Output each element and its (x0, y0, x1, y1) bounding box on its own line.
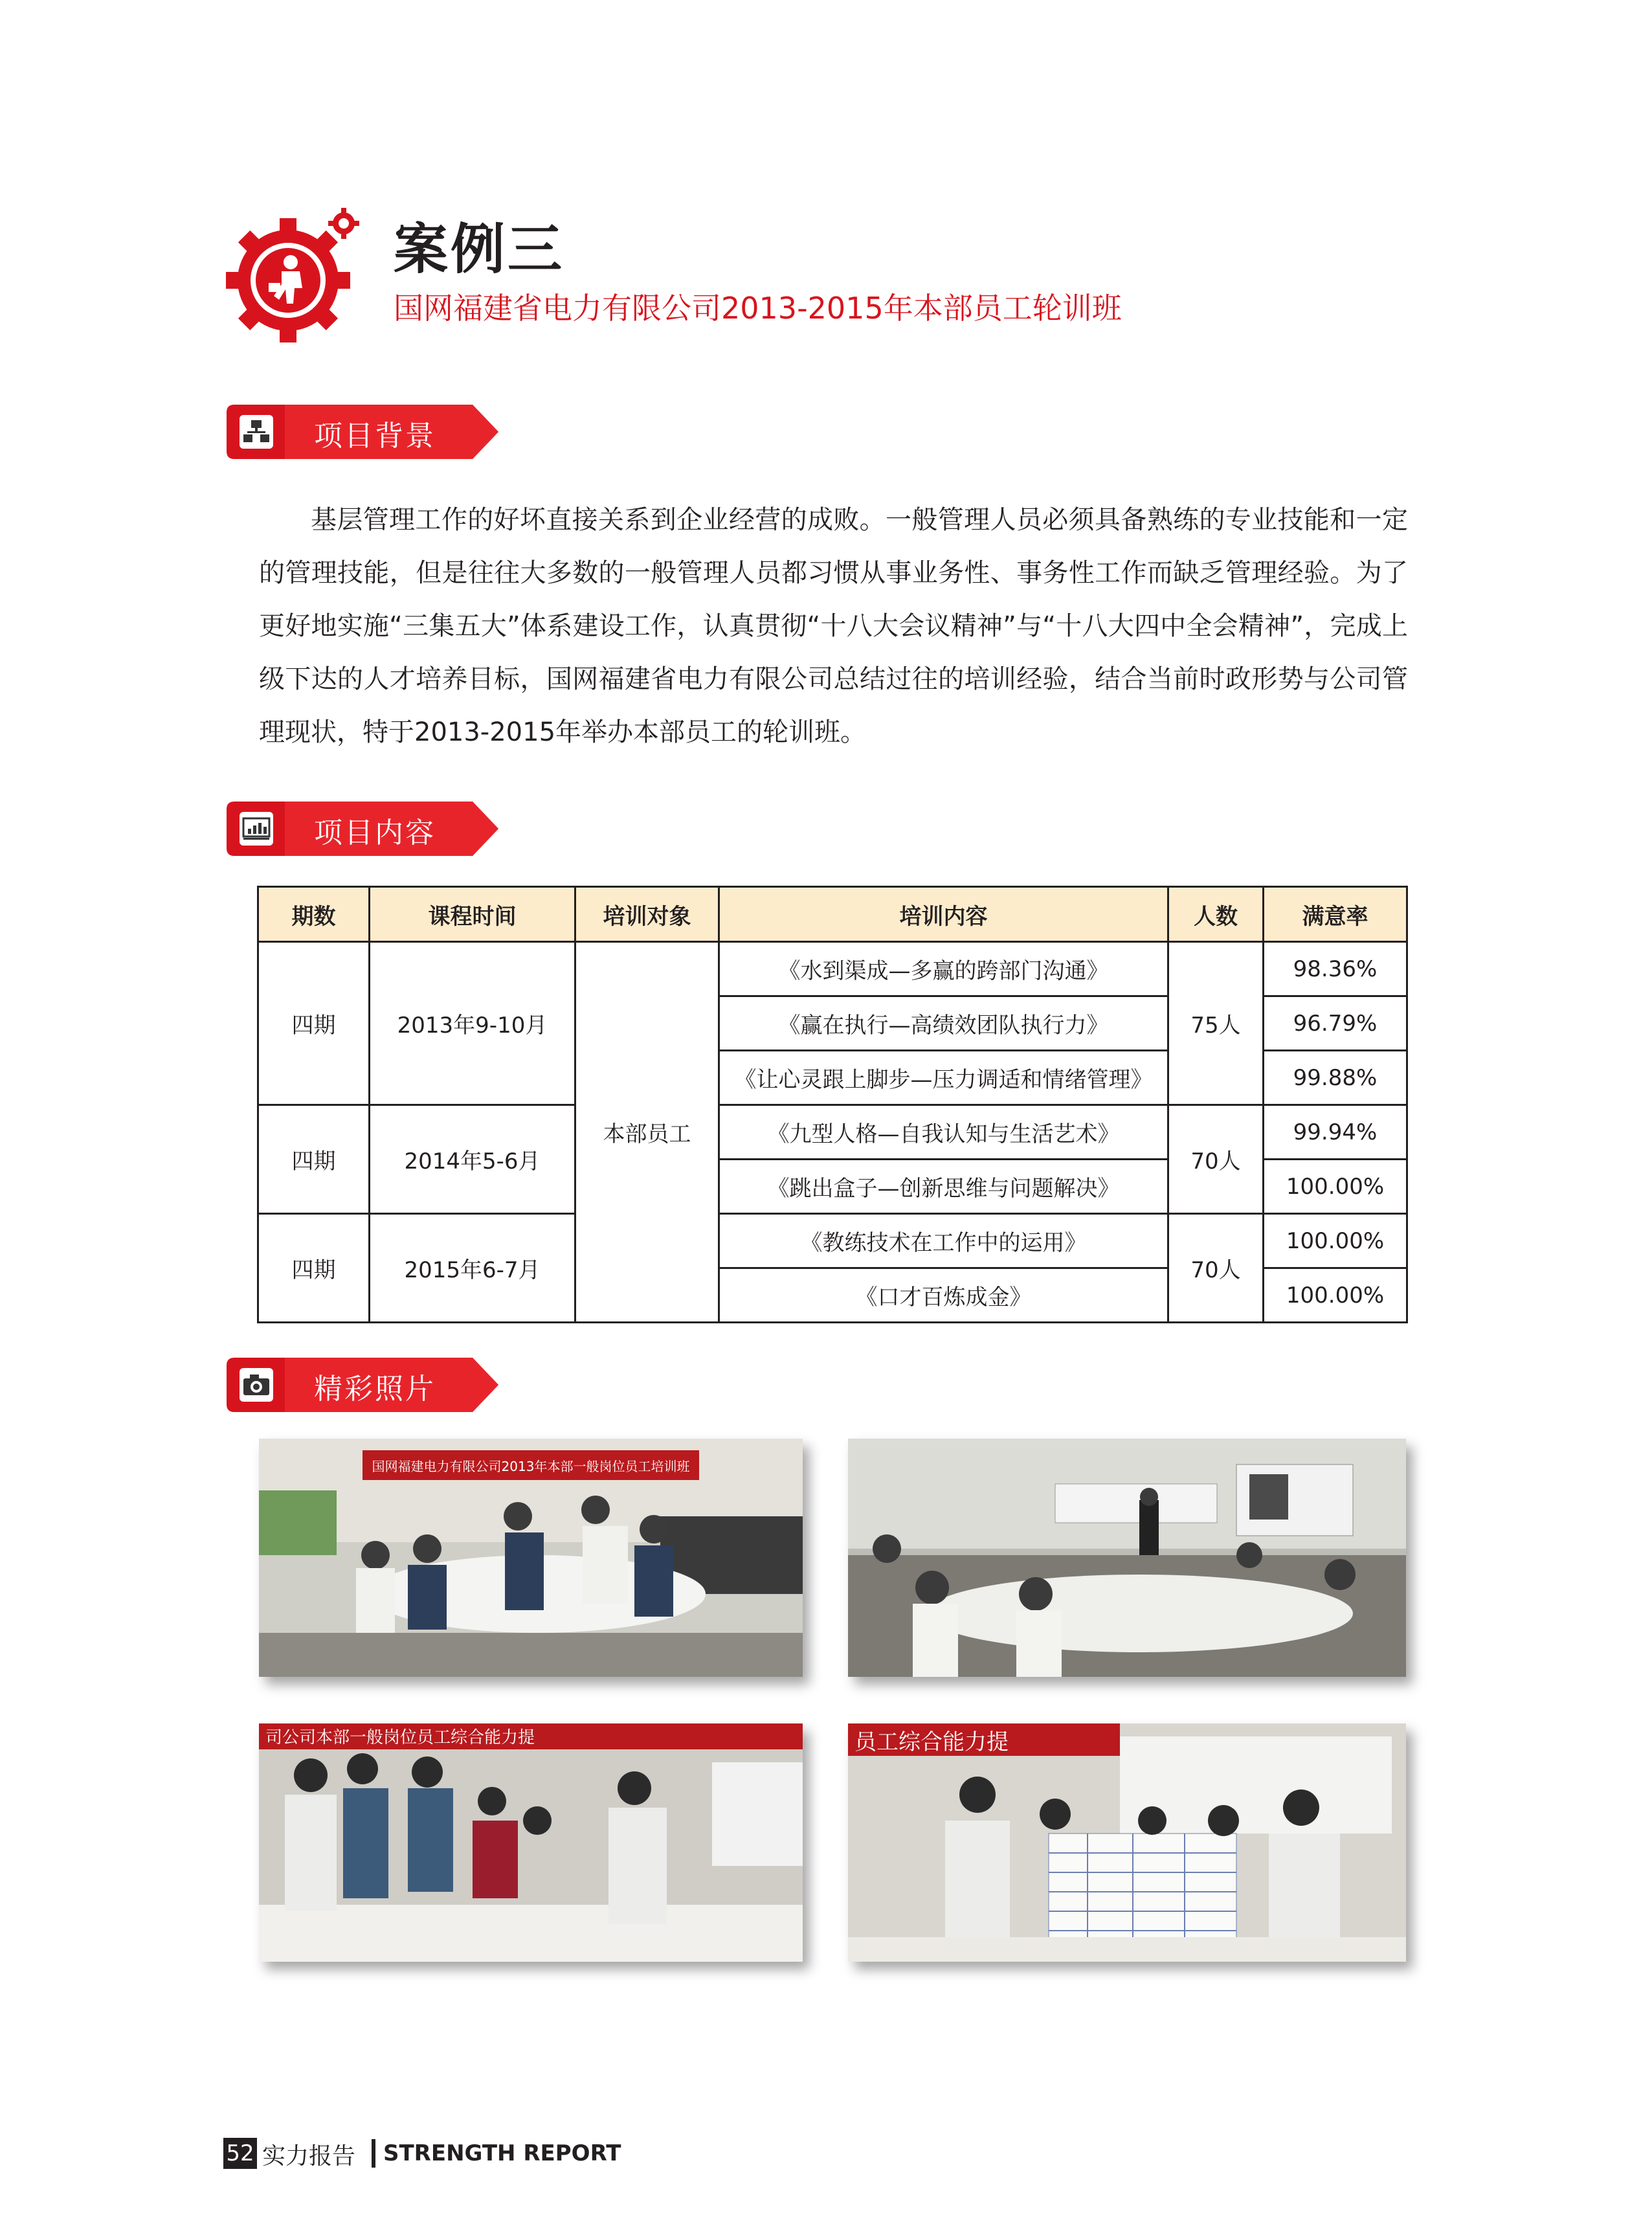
rate-cell: 100.00% (1264, 1160, 1407, 1214)
presentation-chart-icon (240, 812, 273, 846)
course-cell: 《让心灵跟上脚步—压力调适和情绪管理》 (719, 1051, 1168, 1105)
section-label: 精彩照片 (314, 1373, 436, 1406)
count-cell: 70人 (1168, 1214, 1264, 1323)
case-subtitle: 国网福建省电力有限公司2013-2015年本部员工轮训班 (394, 291, 1122, 326)
header-cell: 培训内容 (719, 887, 1168, 942)
rate-cell: 98.36% (1264, 942, 1407, 996)
course-cell: 《教练技术在工作中的运用》 (719, 1214, 1168, 1268)
training-table (257, 886, 1406, 1323)
header-cell: 人数 (1168, 887, 1264, 942)
period-cell: 四期 (258, 1105, 370, 1214)
count-cell: 75人 (1168, 942, 1264, 1105)
course-cell: 《九型人格—自我认知与生活艺术》 (719, 1105, 1168, 1160)
time-cell: 2013年9-10月 (370, 942, 575, 1105)
header-cell: 满意率 (1264, 887, 1407, 942)
table-row (258, 942, 1407, 996)
table-row (258, 1105, 1407, 1160)
training-photo-2 (848, 1439, 1406, 1677)
rate-cell: 96.79% (1264, 996, 1407, 1051)
photo-banner-text: 员工综合能力提 (854, 1729, 1009, 1755)
photo-banner-text: 国网福建电力有限公司2013年本部一般岗位员工培训班 (372, 1459, 690, 1474)
table-row (258, 1214, 1407, 1268)
header-cell: 课程时间 (370, 887, 575, 942)
gear-person-icon (223, 204, 366, 346)
time-cell: 2014年5-6月 (370, 1105, 575, 1214)
footer-separator (372, 2139, 375, 2168)
time-cell: 2015年6-7月 (370, 1214, 575, 1323)
rate-cell: 99.88% (1264, 1051, 1407, 1105)
training-photo-3 (259, 1723, 803, 1962)
org-chart-icon (240, 415, 273, 449)
course-cell: 《口才百炼成金》 (719, 1268, 1168, 1323)
header-cell: 培训对象 (575, 887, 719, 942)
training-photo-1 (259, 1439, 803, 1677)
rate-cell: 100.00% (1264, 1268, 1407, 1323)
page-number: 52 (223, 2138, 257, 2169)
header-cell: 期数 (258, 887, 370, 942)
table-header-row (258, 887, 1407, 942)
course-cell: 《赢在执行—高绩效团队执行力》 (719, 996, 1168, 1051)
rate-cell: 100.00% (1264, 1214, 1407, 1268)
period-cell: 四期 (258, 942, 370, 1105)
count-cell: 70人 (1168, 1105, 1264, 1214)
section-banner-content (227, 802, 498, 856)
intro-text: 基层管理工作的好坏直接关系到企业经营的成败。一般管理人员必须具备熟练的专业技能和一定的管理技能，但是往往大多数的一般管理人员都习惯从事业务性、事务性工作而缺乏管理经验。为了更好地实施“三集五大”体系建设工作，认真贯彻“十八大会议精神”与“十八大四中全会精神”，完成上级下达的人才培养目标，国网福建省电力有限公司总结过往的培训经验，结合当前时政形势与公司管理现状，特于2013-2015年举办本部员工的轮训班。 (259, 505, 1408, 747)
section-label: 项目背景 (314, 420, 436, 453)
camera-icon (240, 1368, 273, 1402)
section-banner-background (227, 405, 498, 459)
photo-banner-text: 司公司本部一般岗位员工综合能力提 (265, 1728, 535, 1747)
course-cell: 《水到渠成—多赢的跨部门沟通》 (719, 942, 1168, 996)
section-label: 项目内容 (314, 816, 436, 849)
footer-english: STRENGTH REPORT (383, 2140, 621, 2166)
course-cell: 《跳出盒子—创新思维与问题解决》 (719, 1160, 1168, 1214)
period-cell: 四期 (258, 1214, 370, 1323)
training-photo-4 (848, 1723, 1406, 1962)
section-banner-photos (227, 1358, 498, 1412)
target-cell: 本部员工 (575, 942, 719, 1323)
case-title: 案例三 (394, 218, 565, 281)
rate-cell: 99.94% (1264, 1105, 1407, 1160)
intro-paragraph (259, 493, 1408, 759)
footer-title: 实力报告 (262, 2143, 356, 2170)
